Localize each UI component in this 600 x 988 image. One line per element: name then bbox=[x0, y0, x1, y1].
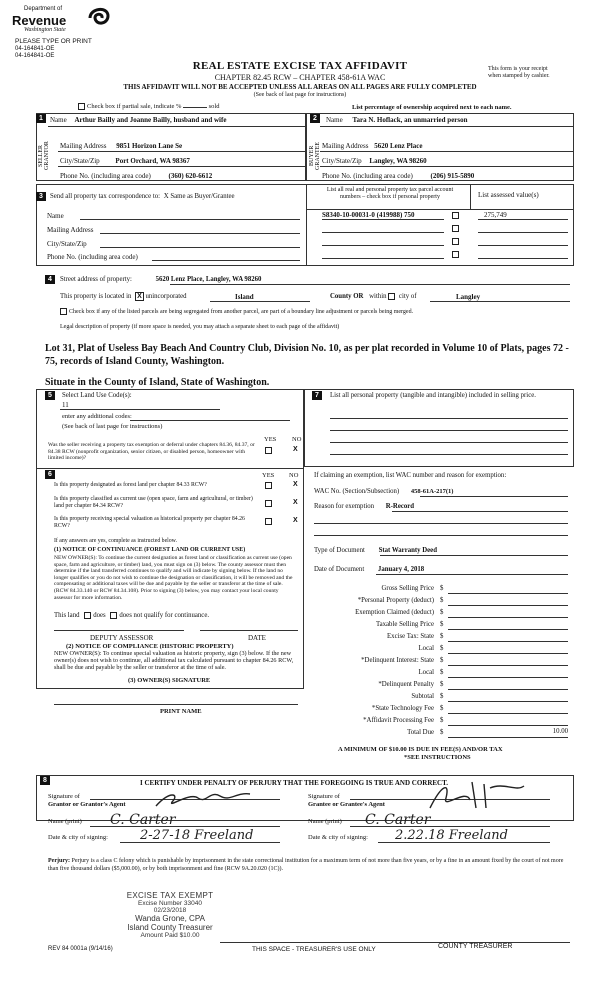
send-correspondence-row: Send all property tax correspondence to: X Same as Buyer/Grantee bbox=[50, 193, 235, 200]
buyer-mail-field[interactable]: 5620 Lenz Place bbox=[374, 142, 423, 150]
buyer-name-row: Name Tara N. Hoflack, an unmarried person bbox=[326, 116, 468, 124]
buyer-name-field[interactable]: Tara N. Hoflack, an unmarried person bbox=[352, 116, 468, 124]
logo-line3: Washington State bbox=[24, 27, 66, 33]
tax-row bbox=[304, 643, 574, 655]
s6-q1: Is this property designated as forest land per chapter 84.33 RCW? bbox=[54, 482, 207, 488]
tax-row-label: Excise Tax: State bbox=[387, 633, 434, 640]
tax-row bbox=[304, 595, 574, 607]
treasurer-use-only: THIS SPACE - TREASURER'S USE ONLY bbox=[252, 946, 376, 953]
grantee-date-field[interactable]: 2.22.18 Freeland bbox=[395, 828, 508, 843]
seller-city-field[interactable]: Port Orchard, WA 98367 bbox=[115, 157, 190, 165]
section-5-number: 5 bbox=[45, 391, 55, 400]
stamp-line3: 02/23/2018 bbox=[153, 907, 187, 914]
parcel-personal-checkbox-3[interactable] bbox=[452, 238, 459, 245]
grantor-date-label: Date & city of signing: bbox=[48, 834, 108, 841]
seller-name-row: Name Arthur Bailly and Joanne Bailly, husband and wife bbox=[50, 116, 227, 124]
land-does-checkbox[interactable] bbox=[84, 612, 91, 619]
form-chapter: CHAPTER 82.45 RCW – CHAPTER 458-61A WAC bbox=[214, 73, 386, 82]
county-treasurer-label: COUNTY TREASURER bbox=[438, 943, 513, 950]
tax-row bbox=[304, 631, 574, 643]
assessed-value-field[interactable]: 275,749 bbox=[484, 211, 507, 219]
s5-no: NO bbox=[292, 436, 302, 443]
buyer-mail-row: Mailing Address 5620 Lenz Place bbox=[322, 142, 423, 150]
sold-label: sold bbox=[208, 103, 220, 110]
tax-row bbox=[304, 715, 574, 727]
dor-swirl-icon bbox=[86, 4, 112, 28]
form-code-1: 04-164841-OE bbox=[15, 46, 55, 52]
s5-see-back: (See back of last page for instructions) bbox=[62, 423, 163, 430]
buyer-phone-row: Phone No. (including area code) (206) 915-5890 bbox=[322, 172, 475, 180]
tax-row-label: Total Due bbox=[407, 729, 434, 736]
stamp-line6: Amount Paid $10.00 bbox=[140, 932, 200, 939]
tax-row-dollar: $ bbox=[440, 681, 444, 688]
form-title: REAL ESTATE EXCISE TAX AFFIDAVIT bbox=[192, 60, 408, 72]
legal-description: Lot 31, Plat of Useless Bay Beach And Country Club, Division No. 10, as per plat recorded in Volume 10 of Plats, pages 72 - 75, records of Island County, Washington. bbox=[45, 343, 569, 367]
s3-name-label: Name bbox=[47, 212, 64, 220]
tax-row-label: Taxable Selling Price bbox=[375, 621, 434, 628]
tax-row bbox=[304, 679, 574, 691]
certify-statement: I CERTIFY UNDER PENALTY OF PERJURY THAT THE FOREGOING IS TRUE AND CORRECT. bbox=[140, 779, 449, 787]
notice-2-title: (2) NOTICE OF COMPLIANCE (HISTORIC PROPERTY) bbox=[66, 643, 234, 650]
assessed-header: List assessed value(s) bbox=[478, 191, 539, 199]
notice-1-title: (1) NOTICE OF CONTINUANCE (FOREST LAND OR CURRENT USE) bbox=[54, 547, 246, 553]
minimum-due-note: A MINIMUM OF $10.00 IS DUE IN FEE(S) AND/OR TAX bbox=[338, 746, 503, 753]
parcel-header: List all real and personal property tax parcel account numbers – check box if personal property bbox=[326, 187, 454, 200]
logo-line1: Department of bbox=[24, 6, 63, 12]
doc-date-field[interactable]: January 4, 2018 bbox=[377, 566, 425, 573]
wac-field[interactable]: 458-61A-217(1) bbox=[410, 488, 454, 495]
s6-q1-yes-checkbox[interactable] bbox=[265, 482, 272, 489]
grantee-date-label: Date & city of signing: bbox=[308, 834, 368, 841]
form-warning: THIS AFFIDAVIT WILL NOT BE ACCEPTED UNLESS ALL AREAS ON ALL PAGES ARE FULLY COMPLETED bbox=[123, 83, 477, 91]
tax-row bbox=[304, 619, 574, 631]
form-see-back: (See back of last page for instructions) bbox=[253, 92, 347, 98]
stamp-line4: Wanda Grone, CPA bbox=[135, 914, 205, 923]
land-use-field[interactable]: 11 bbox=[62, 401, 69, 409]
additional-codes-label: enter any additional codes: bbox=[62, 413, 132, 420]
partial-sale-checkbox[interactable] bbox=[78, 103, 85, 110]
s6-q3-no-mark[interactable]: X bbox=[293, 517, 298, 524]
personal-property-label: List all personal property (tangible and intangible) included in selling price. bbox=[330, 392, 536, 399]
buyer-phone-field[interactable]: (206) 915-5890 bbox=[430, 172, 475, 180]
county-or-row: County OR within city of bbox=[330, 293, 417, 301]
grantee-signature[interactable] bbox=[420, 780, 530, 812]
tax-row-dollar: $ bbox=[440, 717, 444, 724]
s3-mail-label: Mailing Address bbox=[47, 226, 94, 234]
tax-row-label: Local bbox=[418, 645, 434, 652]
situate-text: Situate in the County of Island, State of Washington. bbox=[45, 377, 270, 388]
seller-city-row: City/State/Zip Port Orchard, WA 98367 bbox=[60, 157, 190, 165]
tax-row bbox=[304, 655, 574, 667]
s6-yes: YES bbox=[262, 472, 275, 479]
land-does-not-checkbox[interactable] bbox=[110, 612, 117, 619]
s5-yes: YES bbox=[264, 436, 277, 443]
rev-code: REV 84 0001a (9/14/16) bbox=[48, 946, 113, 952]
legal-desc-label: Legal description of property (if more space is needed, you may attach a separate sheet to each page of the affidavit) bbox=[60, 324, 340, 330]
tax-row bbox=[304, 691, 574, 703]
s3-phone-label: Phone No. (including area code) bbox=[47, 253, 138, 261]
stamp-line1: EXCISE TAX EXEMPT bbox=[126, 891, 214, 900]
tax-row bbox=[304, 583, 574, 595]
receipt-line1: This form is your receipt bbox=[488, 66, 548, 72]
parcel-personal-checkbox-1[interactable] bbox=[452, 212, 459, 219]
section-8-number: 8 bbox=[40, 776, 50, 785]
section-4-number: 4 bbox=[45, 275, 55, 284]
tax-row-dollar: $ bbox=[440, 657, 444, 664]
tax-row-label: Gross Selling Price bbox=[381, 585, 434, 592]
doc-type-row: Type of Document Stat Warranty Deed bbox=[314, 547, 437, 554]
s6-q2-no-mark[interactable]: X bbox=[293, 499, 298, 506]
tax-row-label: Subtotal bbox=[411, 693, 434, 700]
city-name-field[interactable]: Langley bbox=[456, 293, 481, 301]
tax-row-dollar: $ bbox=[440, 705, 444, 712]
tax-row-label: *Affidavit Processing Fee bbox=[363, 717, 434, 724]
tax-row-label: *State Technology Fee bbox=[371, 705, 434, 712]
s6-q1-no-mark[interactable]: X bbox=[293, 481, 298, 488]
buyer-city-field[interactable]: Langley, WA 98260 bbox=[369, 157, 427, 165]
s6-no: NO bbox=[289, 472, 299, 479]
street-row: Street address of property: 5620 Lenz Place, Langley, WA 98260 bbox=[60, 276, 262, 283]
tax-row-dollar: $ bbox=[440, 585, 444, 592]
tax-row-dollar: $ bbox=[440, 621, 444, 628]
s5-no-mark[interactable]: X bbox=[293, 446, 298, 453]
section-6-number: 6 bbox=[45, 470, 55, 479]
parcel-number-field[interactable]: S8340-10-00031-0 (419988) 750 bbox=[322, 211, 415, 219]
grantee-name-field[interactable]: C. Carter bbox=[365, 812, 431, 828]
list-pct-label: List percentage of ownership acquired next to each name. bbox=[352, 104, 512, 111]
deputy-assessor-label: DEPUTY ASSESSOR bbox=[90, 634, 154, 642]
parcel-personal-checkbox-4[interactable] bbox=[452, 251, 459, 258]
unincorporated-checkbox[interactable]: X bbox=[137, 293, 142, 300]
section-7-number: 7 bbox=[312, 391, 322, 400]
buyer-city-row: City/State/Zip Langley, WA 98260 bbox=[322, 157, 427, 165]
parcel-personal-checkbox-2[interactable] bbox=[452, 225, 459, 232]
segregated-row: Check box if any of the listed parcels are being segregated from another parcel, are part of a boundary line adjustment or parcels being merged. bbox=[60, 308, 413, 315]
please-type: PLEASE TYPE OR PRINT bbox=[15, 38, 92, 45]
tax-row bbox=[304, 667, 574, 679]
section-7-box bbox=[304, 389, 574, 467]
seller-side-label: SELLER GRANTOR bbox=[38, 141, 50, 171]
owner-signature-label: (3) OWNER(S) SIGNATURE bbox=[128, 677, 211, 684]
form-code-2: 04-164841-OE bbox=[15, 53, 55, 59]
s6-q2: Is this property classified as current use (open space, farm and agricultural, or timber) land per chapter 84.34 RCW? bbox=[54, 496, 253, 509]
receipt-line2: when stamped by cashier. bbox=[488, 73, 550, 79]
notice-2-body: NEW OWNER(S): To continue special valuation as historic property, sign (3) below. If the new owner(s) does not wish to continue, all additional tax calculated pursuant to chapter 84.26 RCW, shall be due and payable by the seller or transferor at the time of sale. bbox=[54, 650, 294, 671]
s6-q2-yes-checkbox[interactable] bbox=[265, 500, 272, 507]
seller-phone-row: Phone No. (including area code) (360) 620-6612 bbox=[60, 172, 213, 180]
date-label: DATE bbox=[248, 634, 266, 642]
tax-row-dollar: $ bbox=[440, 693, 444, 700]
section-1-number: 1 bbox=[36, 114, 46, 123]
perjury-notice: Perjury: Perjury is a class C felony which is punishable by imprisonment in the state correctional institution for a maximum term of not more than five years, or by a fine in an amount fixed by the court of not more than five thousand dollars ($5,000.00), or by both imprisonment and fine (RCW 9A.20.020 (1C)). bbox=[48, 858, 564, 872]
stamp-line5: Island County Treasurer bbox=[127, 923, 213, 932]
tax-row-dollar: $ bbox=[440, 729, 444, 736]
exemption-question: Was the seller receiving a property tax exemption or deferral under chapters 84.36, 84.37, or 84.38 RCW (nonprofit organization, senior citizen, or disabled person, homeowner with limited income)? bbox=[48, 442, 255, 462]
street-address-field[interactable]: 5620 Lenz Place, Langley, WA 98260 bbox=[155, 276, 262, 283]
wac-row: WAC No. (Section/Subsection) 458-61A-217(1) bbox=[314, 488, 454, 495]
s6-q3: Is this property receiving special valuation as historical property per chapter 84.26 RCW? bbox=[54, 516, 245, 529]
grantor-name-field[interactable]: C. Carter bbox=[110, 812, 176, 828]
seller-mail-row: Mailing Address 9851 Horizon Lane Se bbox=[60, 142, 183, 150]
tax-row bbox=[304, 703, 574, 715]
treasurer-stamp bbox=[100, 891, 240, 939]
continuance-row: This land does does not qualify for continuance. bbox=[54, 612, 210, 620]
dor-logo bbox=[12, 4, 112, 38]
tax-row-label: *Delinquent Interest: State bbox=[361, 657, 434, 664]
tax-row-label: *Personal Property (deduct) bbox=[357, 597, 434, 604]
reason-field[interactable]: R-Record bbox=[385, 503, 415, 510]
seller-mail-field[interactable]: 9851 Horizon Lane Se bbox=[116, 142, 183, 150]
grantor-name-label: Name (print) bbox=[48, 818, 82, 825]
if-yes-note: If any answers are yes, complete as instructed below. bbox=[54, 538, 177, 544]
within-city-checkbox[interactable] bbox=[388, 293, 395, 300]
print-name-label: PRINT NAME bbox=[160, 708, 202, 715]
tax-row-dollar: $ bbox=[440, 669, 444, 676]
see-instructions-note: *SEE INSTRUCTIONS bbox=[404, 754, 471, 761]
logo-line2: Revenue bbox=[12, 13, 67, 28]
tax-row-dollar: $ bbox=[440, 645, 444, 652]
tax-row bbox=[304, 607, 574, 619]
s3-city-label: City/State/Zip bbox=[47, 240, 87, 248]
doc-type-field[interactable]: Stat Warranty Deed bbox=[378, 547, 437, 554]
partial-sale-label: Check box if partial sale, indicate % bbox=[87, 103, 182, 110]
s6-q3-yes-checkbox[interactable] bbox=[265, 518, 272, 525]
tax-row-dollar: $ bbox=[440, 597, 444, 604]
section-2-number: 2 bbox=[310, 114, 320, 123]
grantor-signature[interactable] bbox=[150, 788, 260, 812]
tax-row-dollar: $ bbox=[440, 609, 444, 616]
stamp-line2: Excise Number 33040 bbox=[138, 900, 202, 907]
county-name-field[interactable]: Island bbox=[235, 293, 254, 301]
s5-yes-checkbox[interactable] bbox=[265, 447, 272, 454]
same-as-buyer-check[interactable]: X Same as Buyer/Grantee bbox=[163, 193, 235, 200]
reason-row: Reason for exemption R-Record bbox=[314, 503, 415, 510]
partial-sale-row bbox=[78, 103, 220, 110]
grantor-sig-row: Signature of Grantor or Grantor's Agent bbox=[48, 793, 126, 808]
tax-row-label: Local bbox=[418, 669, 434, 676]
section-3-number: 3 bbox=[36, 192, 46, 201]
grantee-sig-row: Signature of Grantee or Grantee's Agent bbox=[308, 793, 385, 808]
seller-phone-field[interactable]: (360) 620-6612 bbox=[168, 172, 213, 180]
seller-name-field[interactable]: Arthur Bailly and Joanne Bailly, husband and wife bbox=[74, 116, 227, 124]
tax-row-label: Exemption Claimed (deduct) bbox=[355, 609, 434, 616]
buyer-side-label: BUYER GRANTEE bbox=[309, 142, 321, 170]
tax-row bbox=[304, 727, 574, 739]
grantor-date-field[interactable]: 2-27-18 Freeland bbox=[140, 828, 254, 843]
notice-1-body: NEW OWNER(S): To continue the current designation as forest land or classification as current use (open space, farm and agriculture, or timber) land, you must sign on (3) below. The county assessor must then determine if the land transferred continues to qualify and will indicate by signing below. If the land no longer qualifies or you do not wish to continue the designation or classification, it will be removed and the compensating or additional taxes will be due and payable by the seller or transferor at the time of sale. (RCW 84.33.140 or RCW 84.34.108). Prior to signing (3) below, you may contact your local county assessor for more information. bbox=[54, 555, 293, 601]
doc-date-row: Date of Document January 4, 2018 bbox=[314, 566, 425, 573]
claim-exemption-label: If claiming an exemption, list WAC number and reason for exemption: bbox=[314, 472, 507, 479]
tax-row-dollar: $ bbox=[440, 633, 444, 640]
tax-row-label: *Delinquent Penalty bbox=[378, 681, 434, 688]
tax-row-value[interactable]: 10.00 bbox=[552, 728, 568, 735]
grantee-name-label: Name (print) bbox=[308, 818, 342, 825]
segregated-checkbox[interactable] bbox=[60, 308, 67, 315]
located-row: This property is located in X unincorporated bbox=[60, 293, 187, 300]
land-use-label: Select Land Use Code(s): bbox=[62, 392, 132, 399]
